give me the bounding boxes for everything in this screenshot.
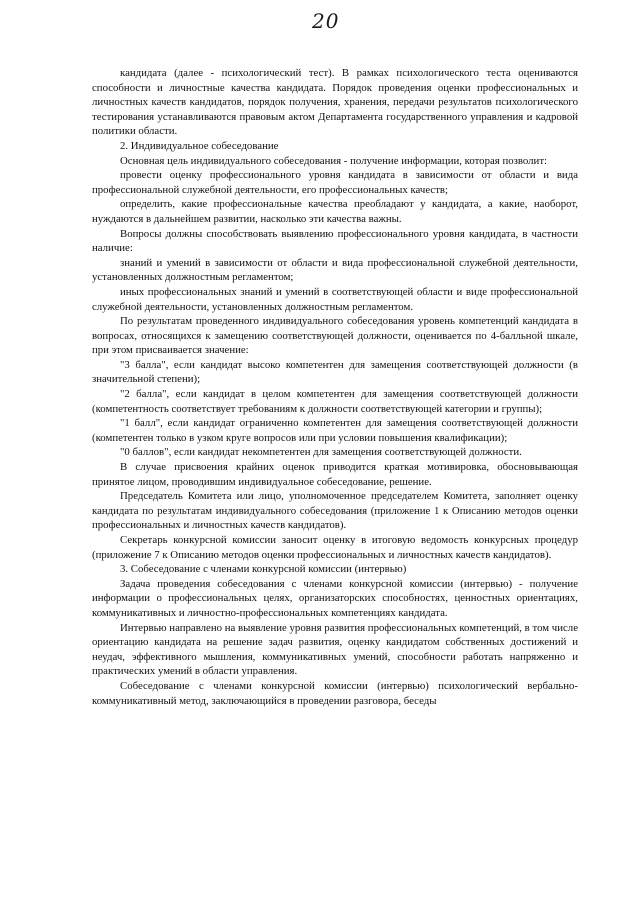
paragraph-chairman: Председатель Комитета или лицо, уполномоченное председателем Комитета, заполняет оценку кандидата по результатам индивидуального собеседования (приложение 1 к Описанию методов оценки профессиональных и личностных качеств кандидатов). (92, 490, 578, 532)
document-body (92, 66, 578, 708)
paragraph-score-3: "3 балла", если кандидат высоко компетентен для замещения соответствующей должности (в значительной степени); (92, 358, 578, 386)
paragraph-list-item: иных профессиональных знаний и умений в соответствующей области и виде профессиональной служебной деятельности, установленных должностным регламентом. (92, 285, 578, 313)
paragraph-interview-purpose: Основная цель индивидуального собеседования - получение информации, которая позволит: (120, 154, 548, 167)
paragraph-list-item: провести оценку профессионального уровня кандидата в зависимости от области и вида профессиональной служебной деятельности, его профессиональных качеств; (92, 169, 578, 196)
paragraph-list-item: знаний и умений в зависимости от области и вида профессиональной служебной деятельности, установленных должностным регламентом; (92, 256, 578, 284)
paragraph-score-0: "0 баллов", если кандидат некомпетентен для замещения соответствующей должности. (120, 446, 522, 459)
section-heading-commission-interview: 3. Собеседование с членами конкурсной комиссии (интервью) (120, 563, 407, 576)
paragraph-psych-test-continued: кандидата (далее - психологический тест). В рамках психологического теста оцениваются способности и личностные качества кандидата. Порядок проведения оценки профессиональных и личностных качеств кандидатов, порядок получения, хранения, передачи результатов психологического тестирования устанавливаются правовым актом Департамента государственного управления и кадровой политики области. (92, 67, 578, 138)
page-number: 20 (312, 9, 340, 33)
paragraph-score-1: "1 балл", если кандидат ограниченно компетентен для замещения соответствующей должности (компетентен только в узком круге вопросов или при условии повышения квалификации); (92, 417, 578, 444)
paragraph-interview-task: Задача проведения собеседования с членами конкурсной комиссии (интервью) - получение информации о профессиональных целях, организаторских способностях, ценностных ориентациях, коммуникативных и личностно-профессиональных компетенциях кандидата. (92, 577, 578, 619)
paragraph-scoring-scale: По результатам проведенного индивидуального собеседования уровень компетенций кандидата в вопросах, относящихся к замещению соответствующей должности, оценивается по 4-балльной шкале, при этом присваивается значение: (92, 315, 578, 357)
paragraph-interview-method: Собеседование с членами конкурсной комиссии (интервью) психологический вербально-коммуникативный метод, заключающийся в проведении разговора, беседы (92, 679, 578, 707)
section-heading-individual-interview: 2. Индивидуальное собеседование (120, 139, 279, 152)
paragraph-list-item: определить, какие профессиональные качества преобладают у кандидата, а какие, наоборот, нуждаются в дальнейшем развитии, насколько эти качества важны. (92, 198, 578, 225)
paragraph-interview-aim: Интервью направлено на выявление уровня развития профессиональных компетенций, в том числе ориентацию кандидата на решение задач развития, оценку кандидатом собственных достижений и неудач, эффективного мышления, коммуникативных умений, способности работать напряженно и практических умений в области управления. (92, 621, 578, 678)
paragraph-extreme-scores: В случае присвоения крайних оценок приводится краткая мотивировка, обосновывающая принятое лицом, проводившим индивидуальное собеседование, решение. (92, 461, 578, 488)
paragraph-score-2: "2 балла", если кандидат в целом компетентен для замещения соответствующей должности (компетентность соответствует требованиям к должности соответствующей категории и группы); (92, 388, 578, 415)
paragraph-questions: Вопросы должны способствовать выявлению профессионального уровня кандидата, в частности наличие: (92, 227, 578, 255)
paragraph-secretary: Секретарь конкурсной комиссии заносит оценку в итоговую ведомость конкурсных процедур (приложение 7 к Описанию методов оценки профессиональных и личностных качеств кандидатов). (92, 534, 578, 561)
